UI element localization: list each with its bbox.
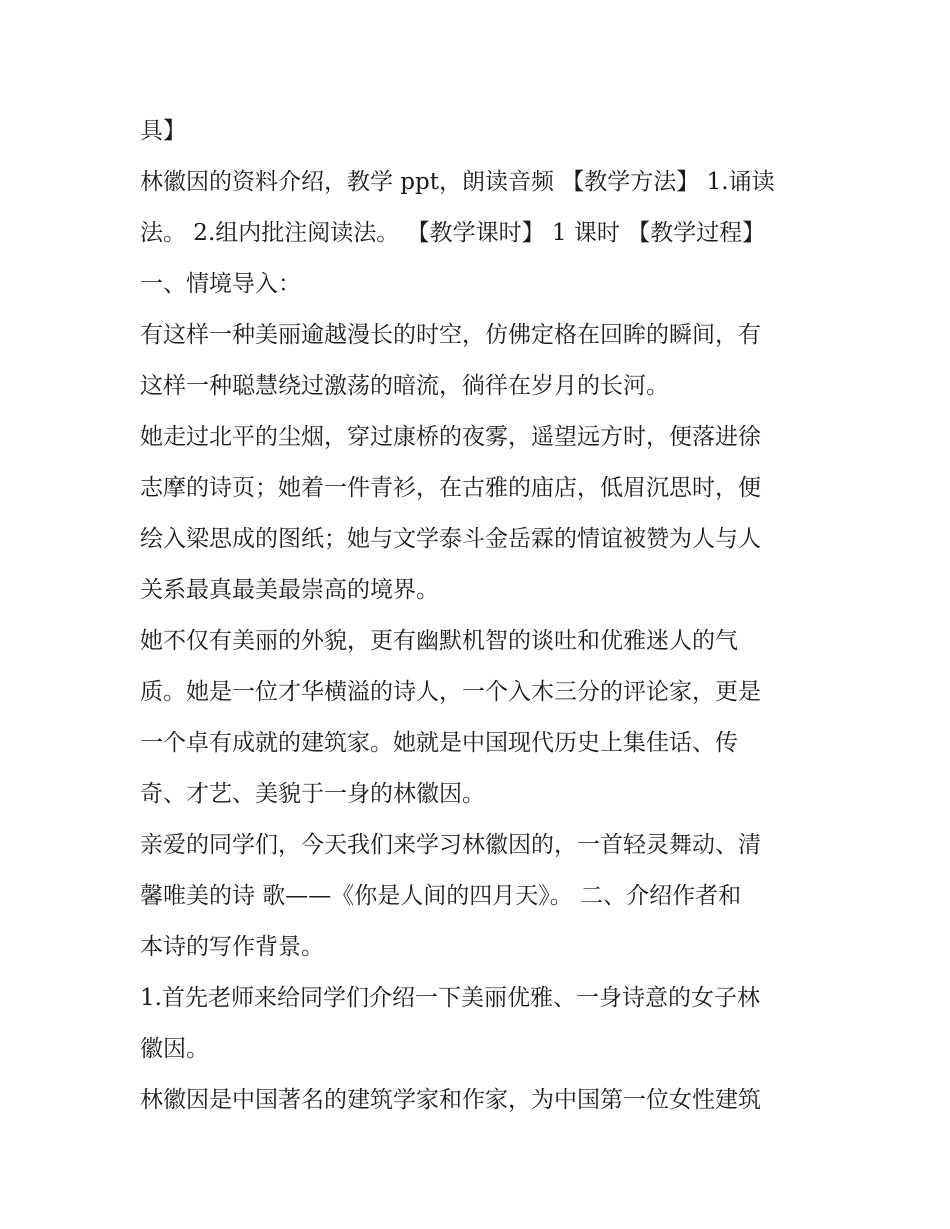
- text-line: 本诗的写作背景。: [140, 934, 324, 960]
- document-body: [140, 106, 820, 1126]
- text-line: 林徽因的资料介绍，教学 ppt，朗读音频 【教学方法】 1.诵读: [140, 169, 775, 195]
- text-line: 林徽因是中国著名的建筑学家和作家，为中国第一位女性建筑: [140, 1087, 761, 1113]
- text-line: 她走过北平的尘烟，穿过康桥的夜雾，遥望远方时，便落进徐: [140, 424, 761, 450]
- text-line: 具】: [140, 118, 186, 144]
- text-line: 关系最真最美最崇高的境界。: [140, 577, 439, 603]
- text-line: 质。她是一位才华横溢的诗人，一个入木三分的评论家，更是: [140, 679, 761, 705]
- text-line: 这样一种聪慧绕过激荡的暗流，徜徉在岁月的长河。: [140, 373, 669, 399]
- text-line: 她不仅有美丽的外貌，更有幽默机智的谈吐和优雅迷人的气: [140, 628, 738, 654]
- text-line: 法。 2.组内批注阅读法。 【教学课时】 1 课时 【教学过程】: [140, 220, 766, 246]
- text-line: 志摩的诗页；她着一件青衫，在古雅的庙店，低眉沉思时，便: [140, 475, 761, 501]
- text-line: 亲爱的同学们，今天我们来学习林徽因的，一首轻灵舞动、清: [140, 832, 761, 858]
- text-line: 馨唯美的诗 歌——《你是人间的四月天》。 二、介绍作者和: [140, 883, 742, 909]
- text-line: 徽因。: [140, 1036, 209, 1062]
- text-line: 一个卓有成就的建筑家。她就是中国现代历史上集佳话、传: [140, 730, 738, 756]
- text-line: 1.首先老师来给同学们介绍一下美丽优雅、一身诗意的女子林: [140, 985, 760, 1011]
- text-line: 奇、才艺、美貌于一身的林徽因。: [140, 781, 485, 807]
- text-line: 有这样一种美丽逾越漫长的时空，仿佛定格在回眸的瞬间，有: [140, 322, 761, 348]
- text-line: 绘入梁思成的图纸；她与文学泰斗金岳霖的情谊被赞为人与人: [140, 526, 761, 552]
- section-heading: 一、情境导入：: [140, 271, 301, 297]
